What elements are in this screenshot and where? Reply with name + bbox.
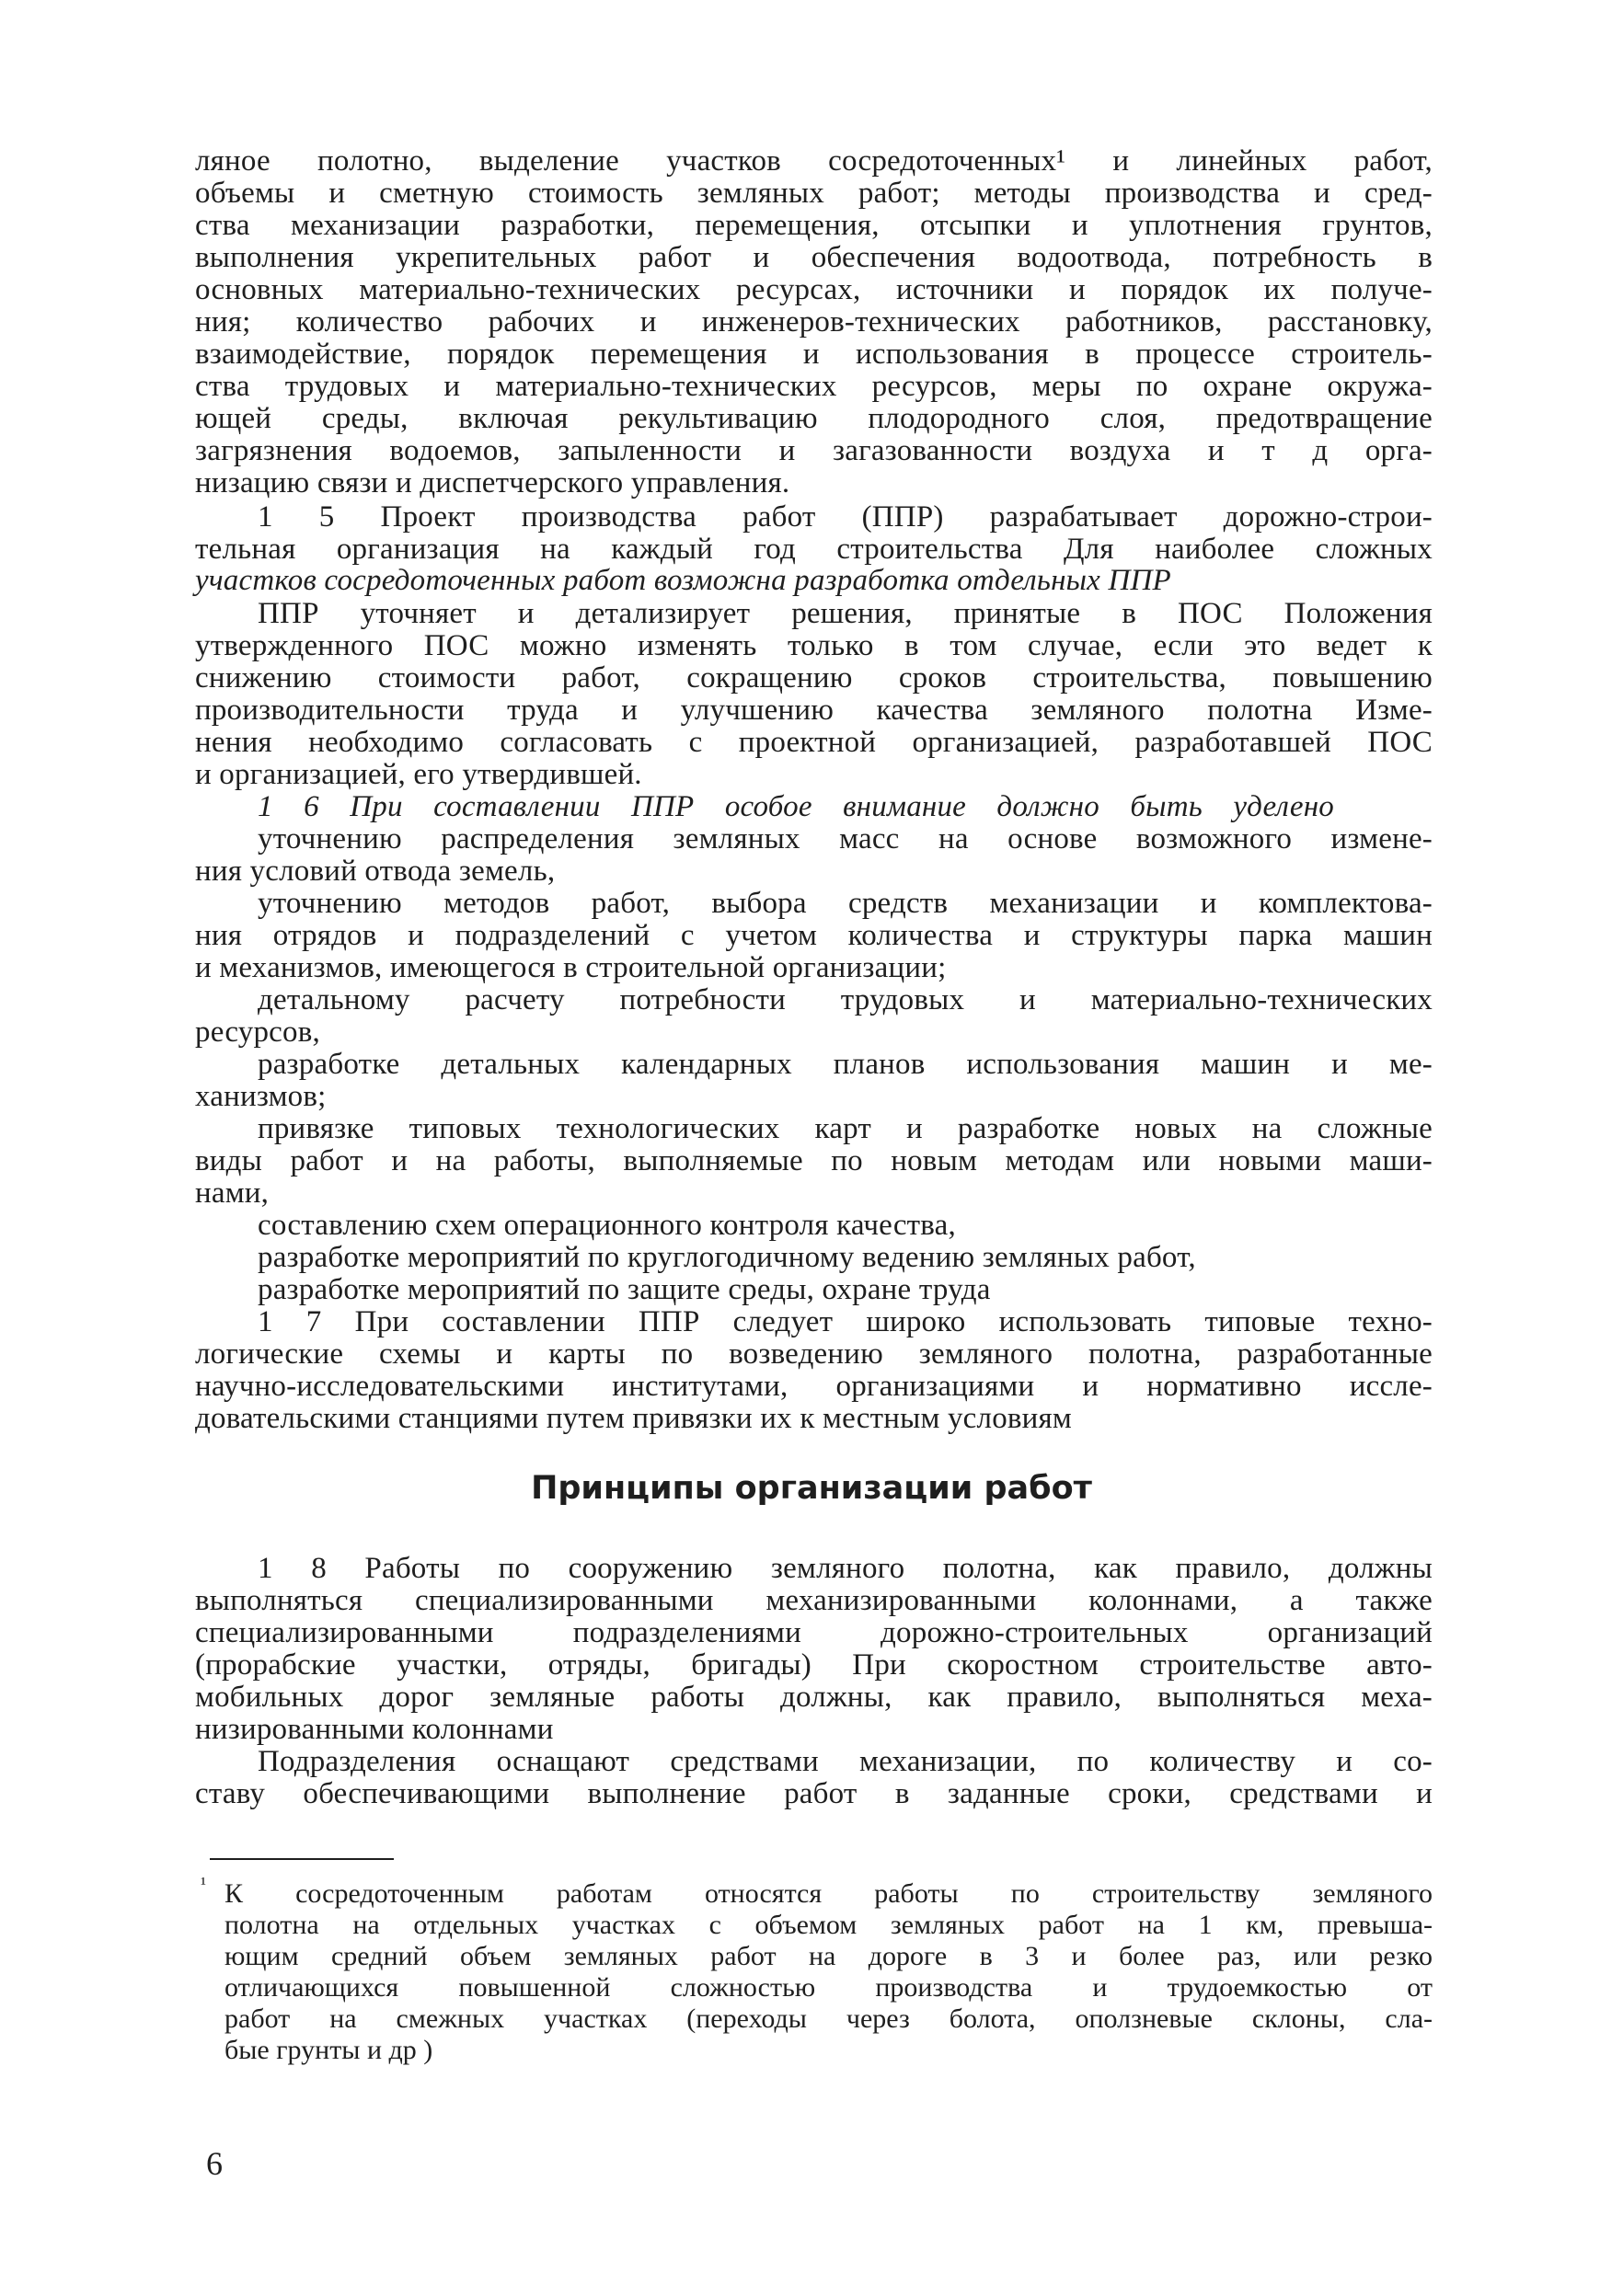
body-line: привязке типовых технологических карт и разработке новых на сложные (258, 1112, 1433, 1145)
body-line: составлению схем операционного контроля качества, (258, 1209, 956, 1242)
body-line: низацию связи и диспетчерского управления. (195, 466, 790, 499)
section-line: Подразделения оснащают средствами механизации, по количеству и со- (258, 1745, 1433, 1778)
body-line: взаимодействие, порядок перемещения и использования в процессе строитель- (195, 338, 1433, 371)
body-line: ния условий отвода земель, (195, 855, 556, 888)
section-line: мобильных дорог земляные работы должны, как правило, выполняться меха- (195, 1681, 1433, 1714)
body-line: разработке детальных календарных планов использования машин и ме- (258, 1048, 1433, 1081)
paragraph-1-8-first-line: 1 8 Работы по сооружению земляного полотна, как правило, должны (258, 1552, 1433, 1585)
body-line: ляное полотно, выделение участков сосредоточенных¹ и линейных работ, (195, 144, 1433, 178)
body-line: разработке мероприятий по защите среды, охране труда (258, 1273, 991, 1306)
body-line: уточнению распределения земляных масс на основе возможного измене- (258, 822, 1433, 855)
body-line: ства механизации разработки, перемещения, отсыпки и уплотнения грунтов, (195, 209, 1433, 242)
page-number: 6 (206, 2145, 223, 2182)
paragraph-1-6-first-line: 1 6 При составлении ППР особое внимание должно быть уделено (258, 790, 1334, 823)
paragraph-1-7-first-line: 1 7 При составлении ППР следует широко использовать типовые техно- (258, 1305, 1433, 1338)
body-line: ППР уточняет и детализирует решения, принятые в ПОС Положения (258, 597, 1433, 630)
body-line: ния отрядов и подразделений с учетом количества и структуры парка машин (195, 919, 1433, 952)
section-line: (прорабские участки, отряды, бригады) При скоростном строительстве авто- (195, 1648, 1433, 1682)
section-line: низированными колоннами (195, 1713, 554, 1746)
footnote-divider (210, 1858, 394, 1860)
body-line: детальному расчету потребности трудовых и материально-технических (258, 983, 1433, 1016)
body-line: ства трудовых и материально-технических ресурсов, меры по охране окружа- (195, 370, 1433, 403)
footnote-marker: ¹ (201, 1874, 206, 1894)
body-line: участков сосредоточенных работ возможна разработка отдельных ППР (195, 564, 1171, 597)
footnote-line: ющим средний объем земляных работ на дороге в 3 и более раз, или резко (224, 1941, 1433, 1971)
body-line: тельная организация на каждый год строительства Для наиболее сложных (195, 533, 1433, 566)
paragraph-1-5-first-line: 1 5 Проект производства работ (ППР) разрабатывает дорожно-строи- (258, 500, 1433, 534)
section-line: ставу обеспечивающими выполнение работ в заданные сроки, средствами и (195, 1777, 1433, 1810)
body-line: ющей среды, включая рекультивацию плодородного слоя, предотвращение (195, 402, 1433, 435)
body-line: нения необходимо согласовать с проектной организацией, разработавшей ПОС (195, 726, 1433, 759)
body-line: ресурсов, (195, 1016, 320, 1049)
body-line: разработке мероприятий по круглогодичному ведению земляных работ, (258, 1241, 1196, 1274)
body-line: довательскими станциями путем привязки их к местным условиям (195, 1402, 1072, 1435)
footnote-line: бые грунты и др ) (224, 2035, 433, 2065)
body-line: загрязнения водоемов, запыленности и загазованности воздуха и т д орга- (195, 434, 1433, 467)
section-heading: Принципы организации работ (531, 1470, 1092, 1507)
body-line: логические схемы и карты по возведению земляного полотна, разработанные (195, 1337, 1433, 1371)
body-line: основных материально-технических ресурсах, источники и порядок их получе- (195, 273, 1433, 306)
body-line: виды работ и на работы, выполняемые по новым методам или новыми маши- (195, 1144, 1433, 1177)
body-line: и механизмов, имеющегося в строительной организации; (195, 951, 947, 984)
footnote-line: работ на смежных участках (переходы через болота, оползневые склоны, сла- (224, 2003, 1433, 2034)
body-line: и организацией, его утвердившей. (195, 758, 642, 791)
body-line: утвержденного ПОС можно изменять только в том случае, если это ведет к (195, 629, 1433, 662)
body-line: научно-исследовательскими институтами, организациями и нормативно исслe- (195, 1370, 1433, 1403)
body-line: производительности труда и улучшению качества земляного полотна Изме- (195, 694, 1433, 727)
footnote-line: полотна на отдельных участках с объемом земляных работ на 1 км, превыша- (224, 1910, 1433, 1940)
body-line: ния; количество рабочих и инженеров-технических работников, расстановку, (195, 305, 1433, 339)
body-line: нами, (195, 1177, 270, 1210)
footnote-line: отличающихся повышенной сложностью производства и трудоемкостью от (224, 1972, 1433, 2003)
section-line: выполняться специализированными механизированными колоннами, а также (195, 1584, 1433, 1617)
body-line: объемы и сметную стоимость земляных работ; методы производства и сред- (195, 177, 1433, 210)
section-line: специализированными подразделениями дорожно-строительных организаций (195, 1616, 1433, 1649)
body-line: уточнению методов работ, выбора средств механизации и комплектова- (258, 887, 1433, 920)
body-line: выполнения укрепительных работ и обеспечения водоотвода, потребность в (195, 241, 1433, 274)
body-line: снижению стоимости работ, сокращению сроков строительства, повышению (195, 661, 1433, 695)
body-line: ханизмов; (195, 1080, 327, 1113)
footnote-line: К сосредоточенным работам относятся работы по строительству земляного (224, 1878, 1433, 1909)
